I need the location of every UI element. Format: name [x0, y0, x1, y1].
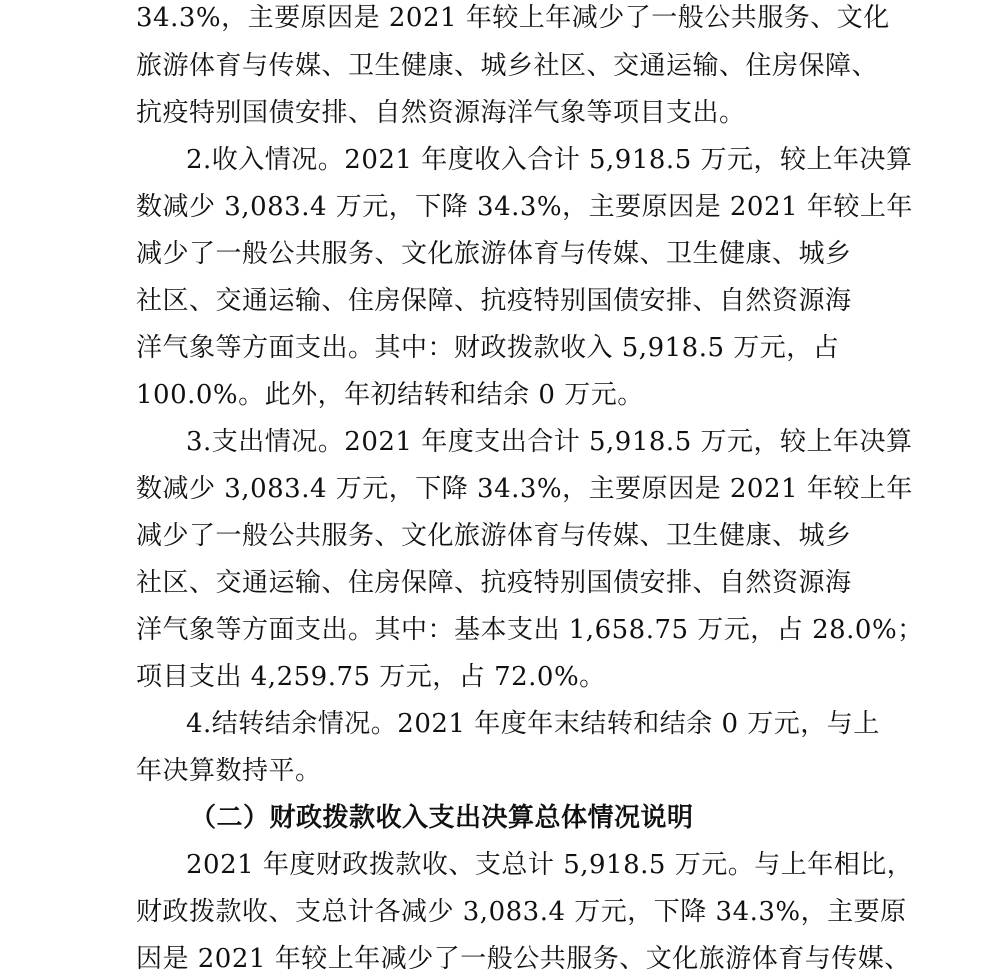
- paragraph-line: 数减少 3,083.4 万元，下降 34.3%，主要原因是 2021 年较上年: [136, 474, 913, 504]
- paragraph-line: 财政拨款收、支总计各减少 3,083.4 万元，下降 34.3%，主要原: [136, 897, 907, 927]
- paragraph-line: 4.结转结余情况。2021 年度年末结转和结余 0 万元，与上: [186, 709, 880, 739]
- section-heading: （二）财政拨款收入支出决算总体情况说明: [190, 803, 694, 833]
- paragraph-line: 社区、交通运输、住房保障、抗疫特别国债安排、自然资源海: [136, 568, 852, 598]
- paragraph-line: 2021 年度财政拨款收、支总计 5,918.5 万元。与上年相比，: [186, 850, 914, 880]
- paragraph-line: 抗疫特别国债安排、自然资源海洋气象等项目支出。: [136, 98, 746, 128]
- paragraph-line: 减少了一般公共服务、文化旅游体育与传媒、卫生健康、城乡: [136, 521, 852, 551]
- paragraph-line: 减少了一般公共服务、文化旅游体育与传媒、卫生健康、城乡: [136, 239, 852, 269]
- paragraph-line: 100.0%。此外，年初结转和结余 0 万元。: [136, 380, 644, 410]
- paragraph-line: 项目支出 4,259.75 万元，占 72.0%。: [136, 662, 606, 692]
- paragraph-line: 旅游体育与传媒、卫生健康、城乡社区、交通运输、住房保障、: [136, 51, 879, 81]
- paragraph-line: 因是 2021 年较上年减少了一般公共服务、文化旅游体育与传媒、: [136, 944, 911, 974]
- paragraph-line: 34.3%，主要原因是 2021 年较上年减少了一般公共服务、文化: [136, 3, 890, 33]
- paragraph-line: 2.收入情况。2021 年度收入合计 5,918.5 万元，较上年决算: [186, 145, 913, 175]
- paragraph-line: 年决算数持平。: [136, 756, 322, 786]
- paragraph-line: 社区、交通运输、住房保障、抗疫特别国债安排、自然资源海: [136, 286, 852, 316]
- paragraph-line: 3.支出情况。2021 年度支出合计 5,918.5 万元，较上年决算: [186, 427, 913, 457]
- paragraph-line: 洋气象等方面支出。其中：财政拨款收入 5,918.5 万元，占: [136, 333, 840, 363]
- paragraph-line: 数减少 3,083.4 万元，下降 34.3%，主要原因是 2021 年较上年: [136, 192, 913, 222]
- paragraph-line: 洋气象等方面支出。其中：基本支出 1,658.75 万元，占 28.0%；: [136, 615, 924, 645]
